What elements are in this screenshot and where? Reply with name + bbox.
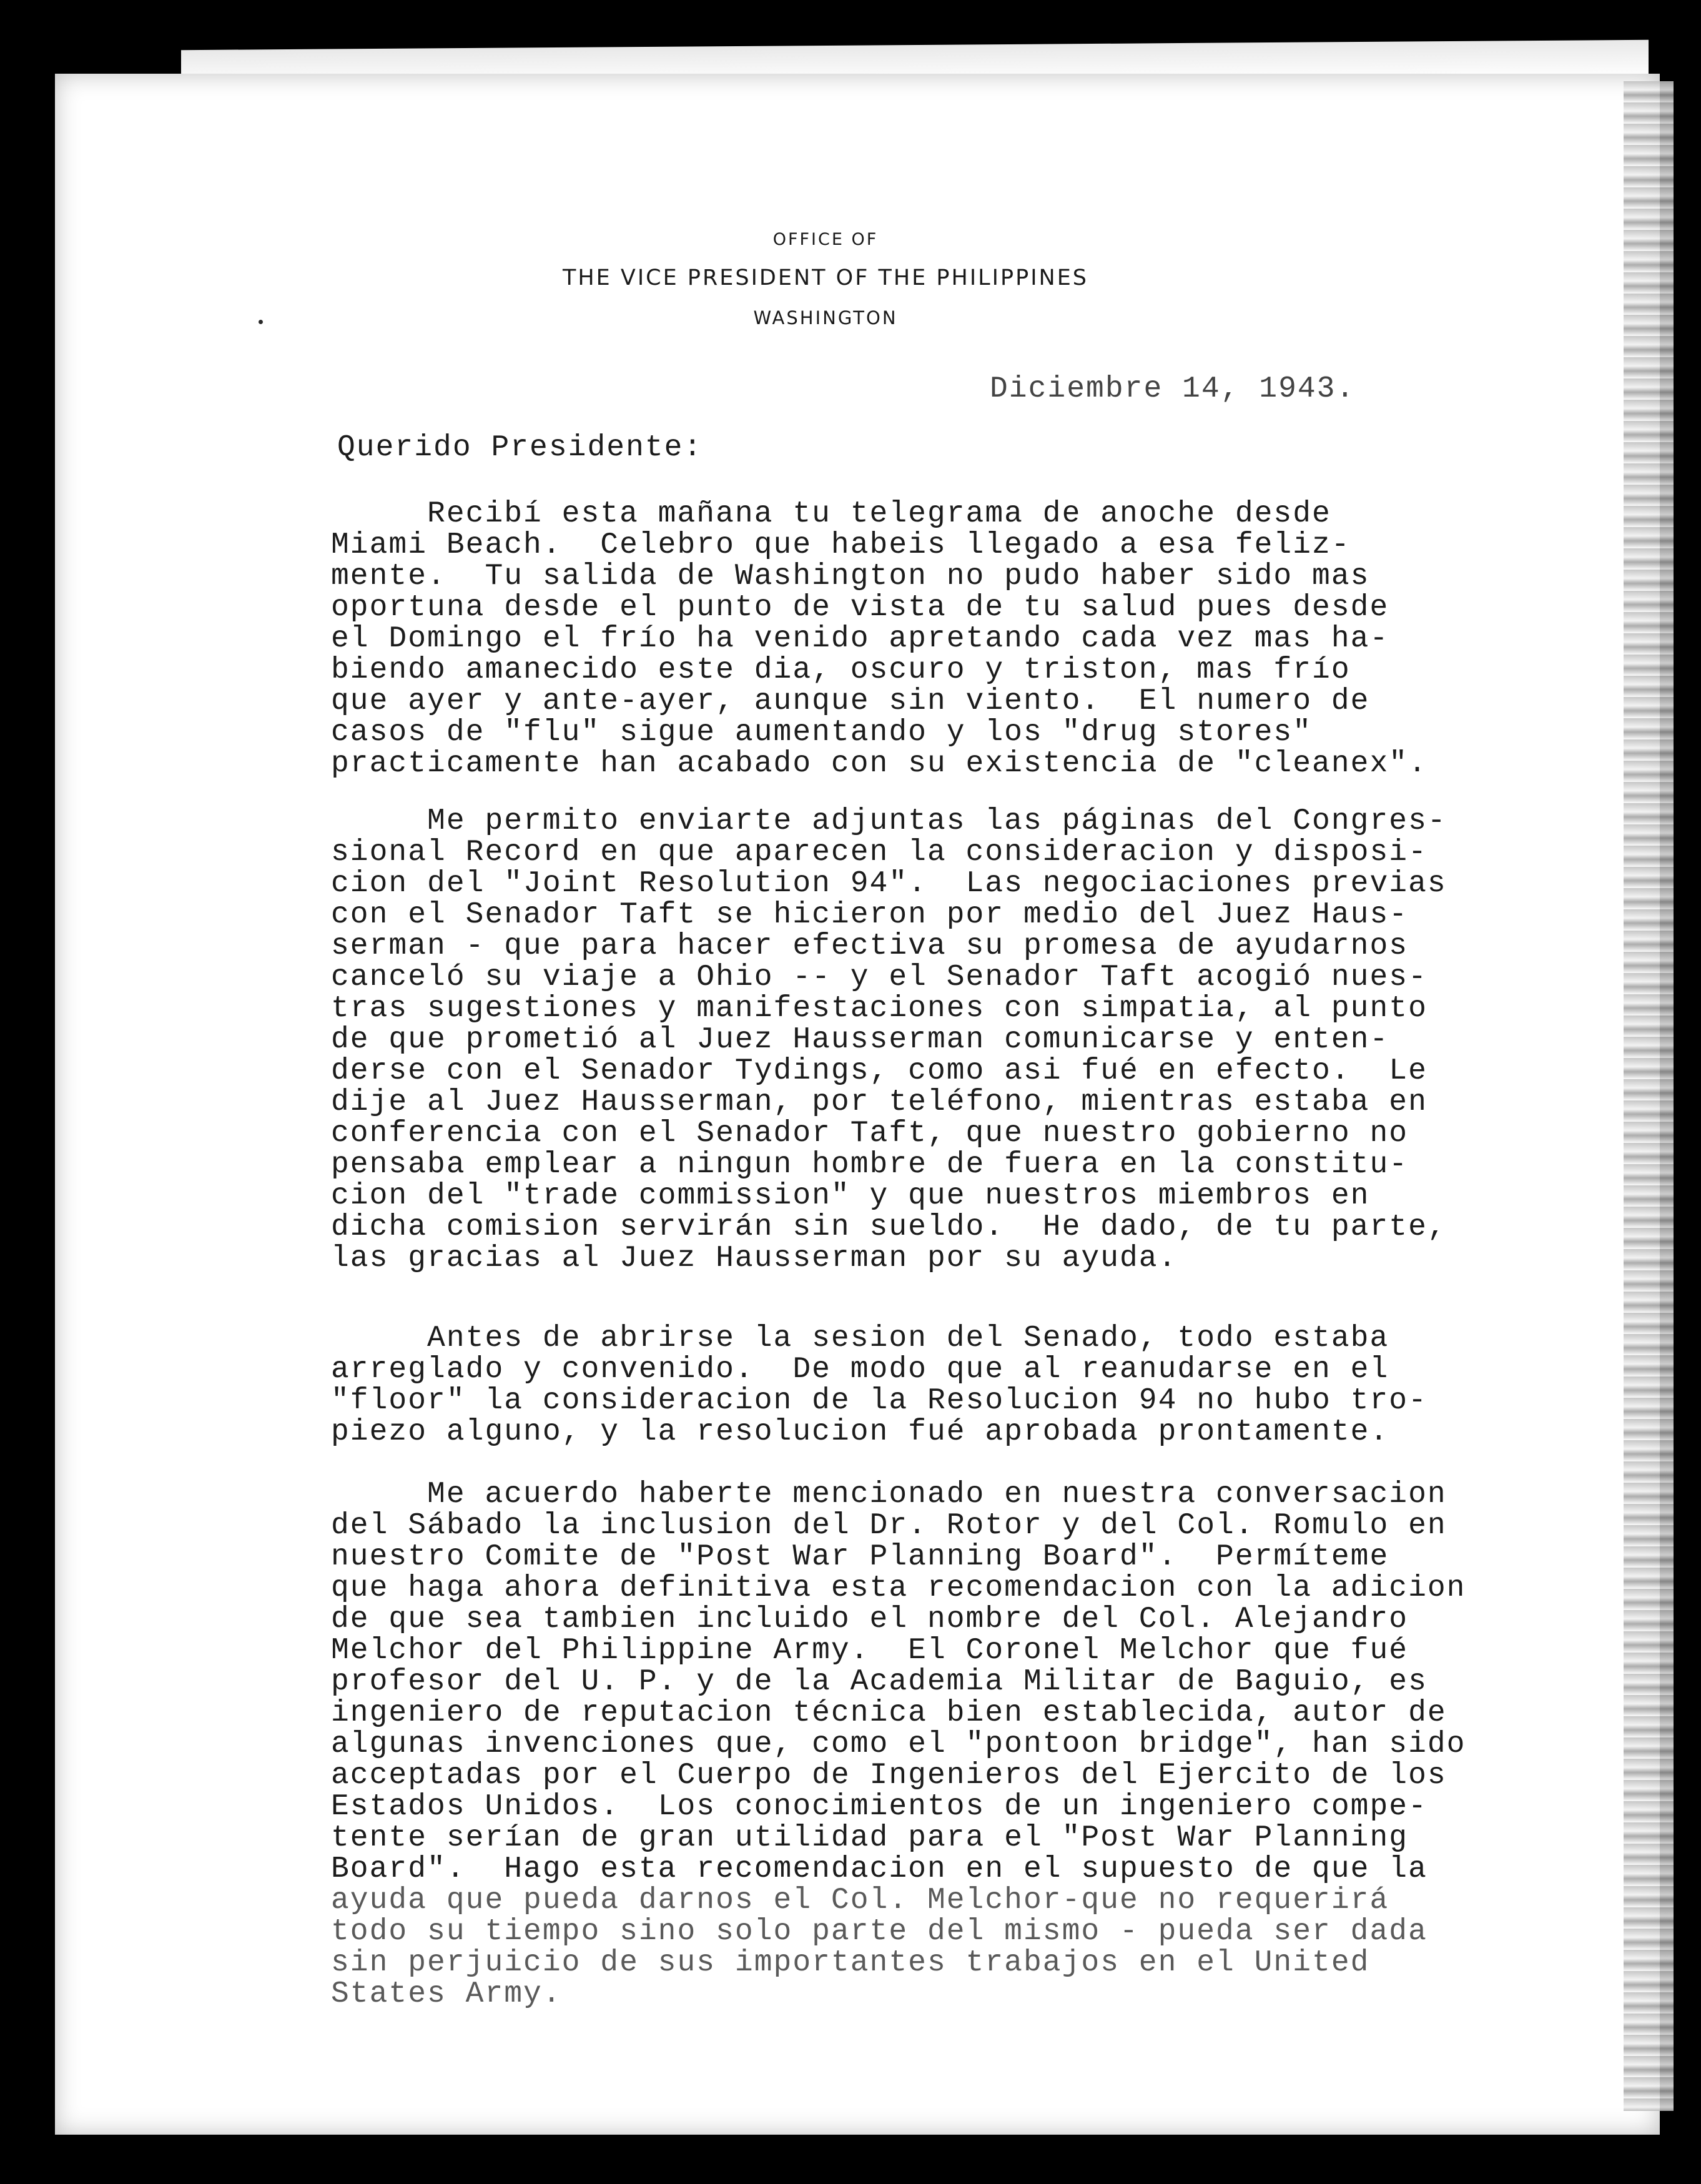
paragraph-line: que ayer y ante-ayer, aunque sin viento. El numero de — [331, 684, 1370, 718]
paragraph-line: algunas invenciones que, como el "pontoon bridge", han sido — [331, 1727, 1466, 1761]
paragraph-line: canceló su viaje a Ohio -- y el Senador Taft acogió nues- — [331, 961, 1427, 994]
letter-salutation: Querido Presidente: — [337, 431, 703, 465]
paragraph-line: piezo alguno, y la resolucion fué aprobada prontamente. — [331, 1415, 1389, 1449]
paragraph-line: acceptadas por el Cuerpo de Ingenieros del Ejercito de los — [331, 1759, 1447, 1792]
paragraph-line: el Domingo el frío ha venido apretando cada vez mas ha- — [331, 622, 1389, 656]
paragraph-line: practicamente han acabado con su existencia de "cleanex". — [331, 747, 1427, 781]
paragraph-line: cion del "trade commission" y que nuestros miembros en — [331, 1179, 1370, 1213]
paragraph-line: oportuna desde el punto de vista de tu salud pues desde — [331, 591, 1389, 625]
letterhead-title: THE VICE PRESIDENT OF THE PHILIPPINES — [562, 265, 1089, 290]
paragraph-line: profesor del U. P. y de la Academia Militar de Baguio, es — [331, 1665, 1427, 1699]
paragraph-line: serman - que para hacer efectiva su promesa de ayudarnos — [331, 929, 1409, 963]
paragraph-line: de que prometió al Juez Hausserman comunicarse y enten- — [331, 1023, 1389, 1057]
paragraph-telegram — [331, 498, 1505, 779]
paragraph-line: Estados Unidos. Los conocimientos de un ingeniero compe- — [331, 1790, 1427, 1824]
paragraph-line: tras sugestiones y manifestaciones con simpatia, al punto — [331, 992, 1427, 1025]
paragraph-line: mente. Tu salida de Washington no pudo haber sido mas — [331, 560, 1370, 593]
paragraph-line: las gracias al Juez Hausserman por su ayuda. — [331, 1242, 1178, 1275]
paragraph-line: conferencia con el Senador Taft, que nuestro gobierno no — [331, 1117, 1409, 1150]
paragraph-line: Recibí esta mañana tu telegrama de anoche desde — [331, 497, 1331, 531]
paper-right-edge — [1624, 81, 1674, 2111]
paragraph-line: ingeniero de reputacion técnica bien establecida, autor de — [331, 1696, 1447, 1730]
paragraph-recommendation — [331, 1479, 1505, 2010]
paragraph-line: pensaba emplear a ningun hombre de fuera en la constitu- — [331, 1148, 1409, 1182]
letter-date: Diciembre 14, 1943. — [990, 372, 1356, 406]
paragraph-line: States Army. — [331, 1977, 562, 2011]
paragraph-line: Antes de abrirse la sesion del Senado, todo estaba — [331, 1322, 1389, 1355]
paragraph-line: ayuda que pueda darnos el Col. Melchor-que no requerirá — [331, 1884, 1389, 1917]
paragraph-line: Miami Beach. Celebro que habeis llegado a esa feliz- — [331, 528, 1351, 562]
paragraph-senate-session — [331, 1323, 1505, 1448]
paragraph-line: con el Senador Taft se hicieron por medio del Juez Haus- — [331, 898, 1409, 932]
paragraph-line: "floor" la consideracion de la Resolucion 94 no hubo tro- — [331, 1384, 1427, 1418]
paragraph-line: derse con el Senador Tydings, como asi fué en efecto. Le — [331, 1054, 1427, 1088]
paragraph-line: Me acuerdo haberte mencionado en nuestra conversacion — [331, 1478, 1447, 1511]
paragraph-line: nuestro Comite de "Post War Planning Board". Permíteme — [331, 1540, 1389, 1574]
paragraph-line: casos de "flu" sigue aumentando y los "drug stores" — [331, 716, 1313, 749]
paragraph-line: todo su tiempo sino solo parte del mismo - pueda ser dada — [331, 1915, 1427, 1949]
paragraph-line: arreglado y convenido. De modo que al reanudarse en el — [331, 1353, 1389, 1386]
paragraph-line: que haga ahora definitiva esta recomendacion con la adicion — [331, 1571, 1466, 1605]
paragraph-line: Board". Hago esta recomendacion en el supuesto de que la — [331, 1852, 1427, 1886]
paragraph-line: Melchor del Philippine Army. El Coronel Melchor que fué — [331, 1634, 1409, 1668]
paragraph-line: biendo amanecido este dia, oscuro y triston, mas frío — [331, 653, 1351, 687]
paragraph-line: sional Record en que aparecen la consideracion y disposi- — [331, 836, 1427, 869]
paragraph-line: tente serían de gran utilidad para el "Post War Planning — [331, 1821, 1409, 1855]
letterhead-office-of: OFFICE OF — [772, 230, 879, 249]
paragraph-line: dicha comision servirán sin sueldo. He dado, de tu parte, — [331, 1210, 1447, 1244]
paragraph-joint-resolution — [331, 806, 1505, 1274]
letterhead-city: WASHINGTON — [753, 307, 898, 329]
paragraph-line: dije al Juez Hausserman, por teléfono, mientras estaba en — [331, 1085, 1427, 1119]
paragraph-line: de que sea tambien incluido el nombre del Col. Alejandro — [331, 1603, 1409, 1636]
paragraph-line: Me permito enviarte adjuntas las páginas del Congres- — [331, 804, 1447, 838]
paragraph-line: del Sábado la inclusion del Dr. Rotor y del Col. Romulo en — [331, 1509, 1447, 1543]
paragraph-line: cion del "Joint Resolution 94". Las negociaciones previas — [331, 867, 1447, 901]
paragraph-line: sin perjuicio de sus importantes trabajos en el United — [331, 1946, 1370, 1980]
